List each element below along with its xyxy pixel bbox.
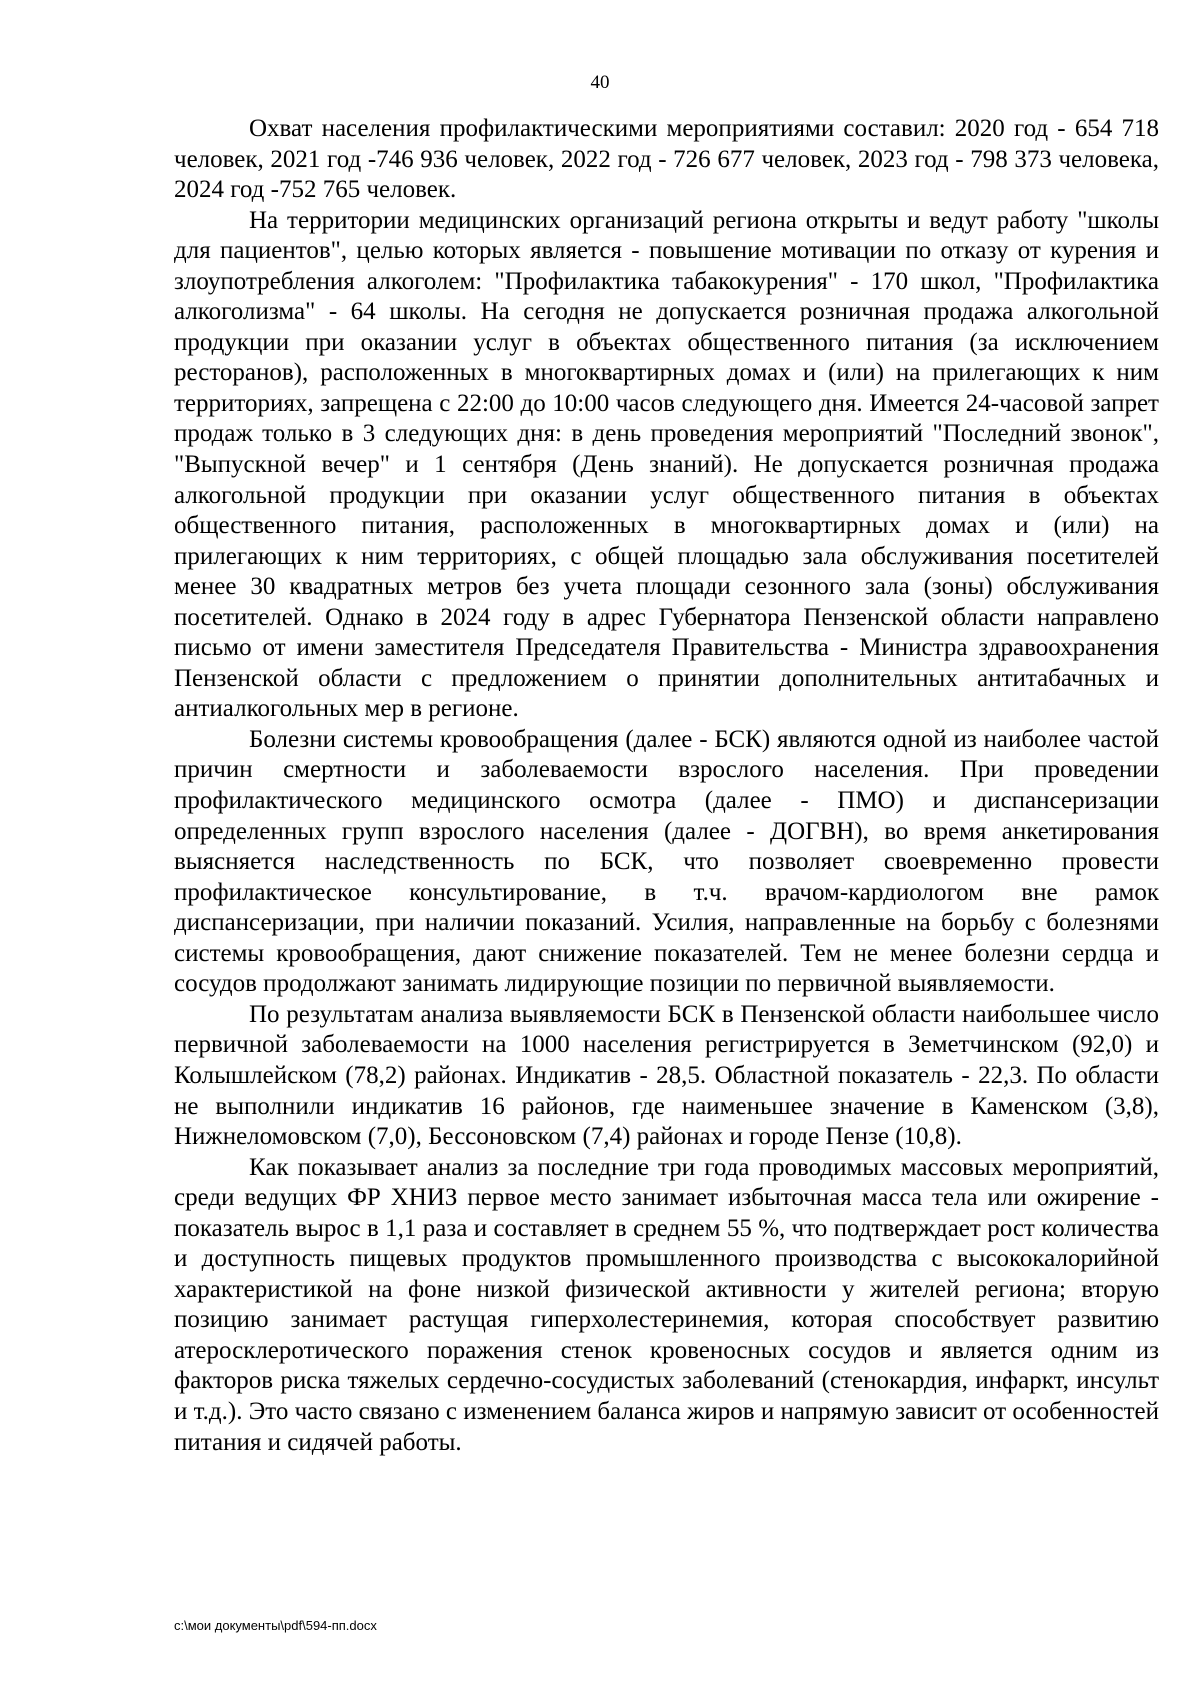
paragraph-risk-factors: Как показывает анализ за последние три года проводимых массовых мероприятий, среди ведущих ФР ХНИЗ первое место занимает избыточная масса тела или ожирение - показатель вырос в 1,1 раза и составляет в среднем 55 %, что подтверждает рост количества и доступность пищевых продуктов промышленного производства с высококалорийной характеристикой на фоне низкой физической активности у жителей региона; вторую позицию занимает растущая гиперхолестеринемия, которая способствует развитию атеросклеротического поражения стенок кровеносных сосудов и является одним из факторов риска тяжелых сердечно-сосудистых заболеваний (стенокардия, инфаркт, инсульт и т.д.). Это часто связано с изменением баланса жиров и напрямую зависит от особенностей питания и сидячей работы.	[174, 1153, 1159, 1456]
paragraph-prevention-coverage: Охват населения профилактическими мероприятиями составил: 2020 год - 654 718 человек, 2021 год -746 936 человек, 2022 год - 726 677 человек, 2023 год - 798 373 человека, 2024 год -752 765 человек.	[174, 115, 1159, 204]
page-number: 40	[590, 72, 610, 93]
paragraph-bsk-detection-results: По результатам анализа выявляемости БСК в Пензенской области наибольшее число первичной заболеваемости на 1000 населения регистрируется в Земетчинском (92,0) и Колышлейском (78,2) районах. Индикатив - 28,5. Областной показатель - 22,3. По области не выполнили индикатив 16 районов, где наименьшее значение в Каменском (3,8), Нижнеломовском (7,0), Бессоновском (7,4) районах и городе Пензе (10,8).	[174, 1000, 1159, 1151]
paragraph-patient-schools-alcohol: На территории медицинских организаций региона открыты и ведут работу "школы для пациентов", целью которых является - повышение мотивации по отказу от курения и злоупотребления алкоголем: "Профилактика табакокурения" - 170 школ, "Профилактика алкоголизма" - 64 школы. На сегодня не допускается розничная продажа алкогольной продукции при оказании услуг в объектах общественного питания (за исключением ресторанов), расположенных в многоквартирных домах и (или) на прилегающих к ним территориях, запрещена с 22:00 до 10:00 часов следующего дня. Имеется 24-часовой запрет продаж только в 3 следующих дня: в день проведения мероприятий "Последний звонок", "Выпускной вечер" и 1 сентября (День знаний). Не допускается розничная продажа алкогольной продукции при оказании услуг общественного питания в объектах общественного питания, расположенных в многоквартирных домах и (или) на прилегающих к ним территориях, с общей площадью зала обслуживания посетителей менее 30 квадратных метров без учета площади сезонного зала (зоны) обслуживания посетителей. Однако в 2024 году в адрес Губернатора Пензенской области направлено письмо от имени заместителя Председателя Правительства - Министра здравоохранения Пензенской области с предложением о принятии дополнительных антитабачных и антиалкогольных мер в регионе.	[174, 206, 1159, 723]
paragraph-circulatory-diseases: Болезни системы кровообращения (далее - БСК) являются одной из наиболее частой причин смертности и заболеваемости взрослого населения. При проведении профилактического медицинского осмотра (далее - ПМО) и диспансеризации определенных групп взрослого населения (далее - ДОГВН), во время анкетирования выясняется наследственность по БСК, что позволяет своевременно провести профилактическое консультирование, в т.ч. врачом-кардиологом вне рамок диспансеризации, при наличии показаний. Усилия, направленные на борьбу с болезнями системы кровообращения, дают снижение показателей. Тем не менее болезни сердца и сосудов продолжают занимать лидирующие позиции по первичной выявляемости.	[174, 725, 1159, 998]
footer-file-path: c:\мои документы\pdf\594-пп.docx	[174, 1618, 377, 1633]
document-body	[174, 114, 1159, 1458]
